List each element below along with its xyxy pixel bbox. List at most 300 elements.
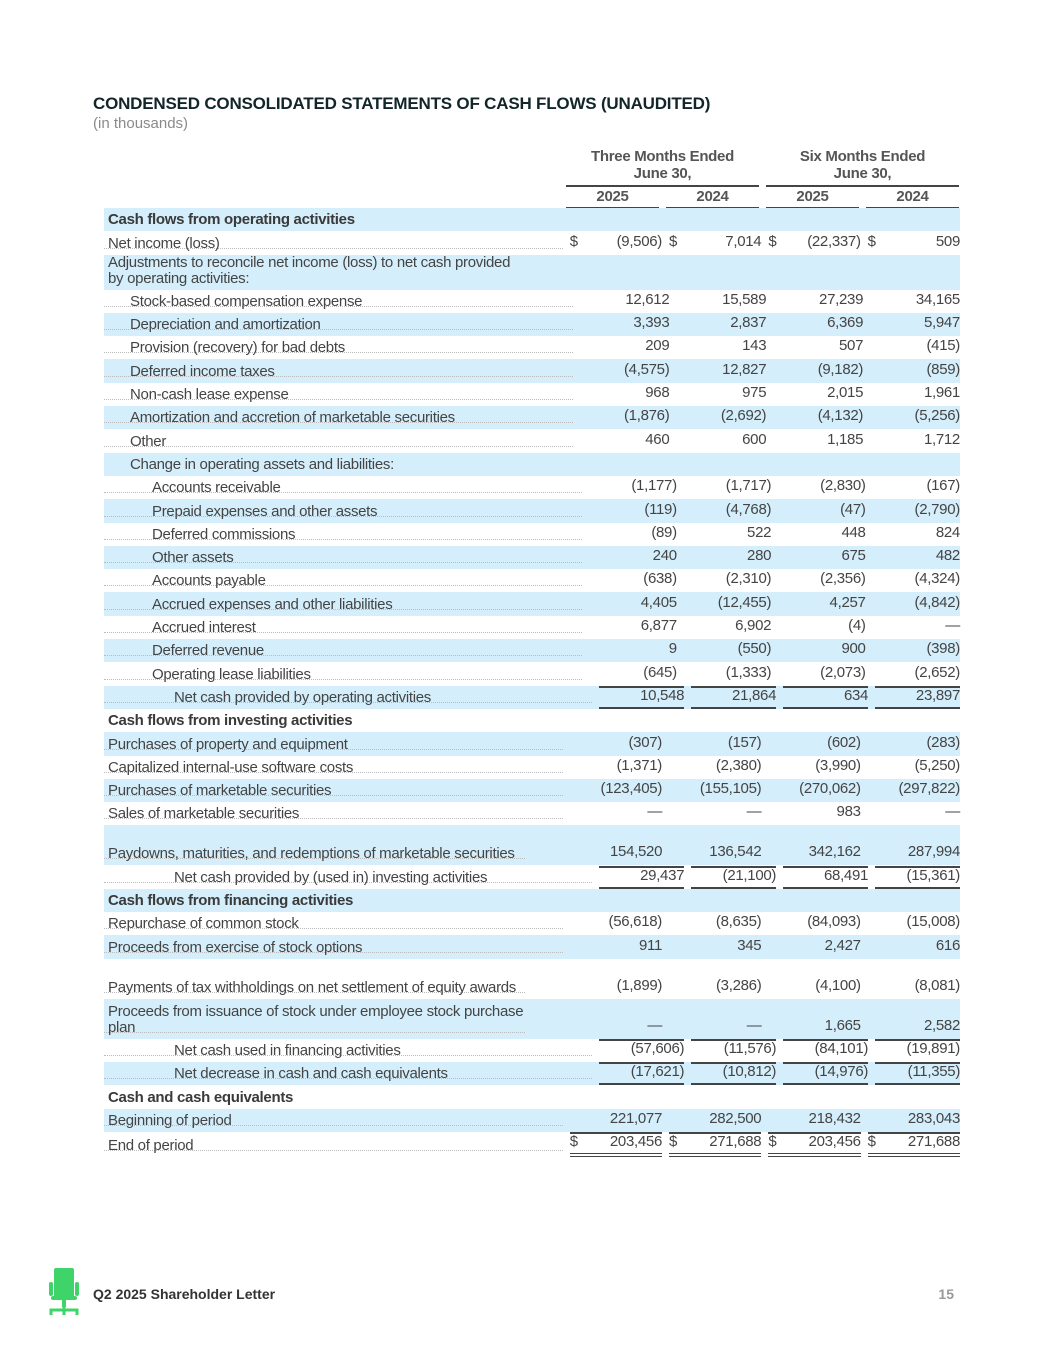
cell-value: (4) xyxy=(848,617,866,635)
cell-value: (1,177) xyxy=(631,477,677,495)
value-cell xyxy=(768,1016,860,1039)
cell-value: (4,842) xyxy=(914,593,960,611)
value-cell xyxy=(783,686,868,709)
value-cell xyxy=(870,430,960,453)
cell-value: (283) xyxy=(926,733,960,751)
row-label: Deferred commissions xyxy=(152,526,296,543)
value-cell xyxy=(570,756,662,779)
cell-value: (2,310) xyxy=(725,570,772,588)
cell-value: 7,014 xyxy=(725,232,762,250)
value-cell xyxy=(684,639,771,662)
value-cell xyxy=(589,663,676,686)
cell-value: (2,830) xyxy=(820,477,866,495)
value-cell xyxy=(778,569,865,592)
cell-value: 29,437 xyxy=(640,866,685,884)
value-cell xyxy=(691,866,776,889)
table-row xyxy=(104,935,960,958)
cell-value: — xyxy=(945,803,960,821)
row-label: Cash flows from investing activities xyxy=(108,713,353,730)
value-cell xyxy=(570,802,662,825)
value-cell xyxy=(778,546,865,569)
value-cell xyxy=(870,360,960,383)
value-cell xyxy=(684,616,771,639)
header-three-months: Three Months Ended June 30, xyxy=(566,148,759,187)
cell-value: (167) xyxy=(926,477,960,495)
currency-symbol: $ xyxy=(569,232,578,250)
row-label: Stock-based compensation expense xyxy=(130,293,363,310)
row-label: Net cash used in financing activities xyxy=(174,1042,401,1059)
cell-value: 975 xyxy=(742,384,767,402)
table-row xyxy=(104,359,960,382)
cell-value: (19,891) xyxy=(906,1039,961,1057)
cell-value: (10,812) xyxy=(722,1063,777,1081)
cell-value: 15,589 xyxy=(722,290,767,308)
value-cell xyxy=(873,616,960,639)
cell-value: 271,688 xyxy=(907,1132,960,1150)
value-cell xyxy=(873,500,960,523)
cell-value: (123,405) xyxy=(600,780,663,798)
table-row xyxy=(104,290,960,313)
value-cell xyxy=(669,1109,761,1132)
value-cell xyxy=(676,290,766,313)
value-cell xyxy=(691,1062,776,1085)
cell-value: (84,101) xyxy=(814,1039,869,1057)
section-header-row xyxy=(104,709,960,732)
cell-value: (1,899) xyxy=(616,976,663,994)
value-cell xyxy=(691,686,776,709)
cell-value: 10,548 xyxy=(640,686,685,704)
cell-value: (21,100) xyxy=(722,866,777,884)
value-cell xyxy=(773,290,863,313)
cell-value: (119) xyxy=(644,500,677,518)
value-cell xyxy=(580,360,670,383)
cell-value: 9 xyxy=(668,640,677,658)
currency-symbol: $ xyxy=(768,1132,777,1150)
value-cell xyxy=(669,976,761,999)
section-header-row xyxy=(104,208,960,231)
cell-value: 27,239 xyxy=(819,290,864,308)
cell-value: (9,182) xyxy=(817,360,864,378)
table-row xyxy=(104,406,960,429)
table-row xyxy=(104,1109,960,1132)
value-cell xyxy=(778,616,865,639)
value-cell xyxy=(768,733,860,756)
table-row xyxy=(104,912,960,935)
table-row xyxy=(104,1039,960,1062)
table-row xyxy=(104,639,960,662)
value-cell xyxy=(768,842,860,865)
cell-value: 482 xyxy=(935,547,960,565)
cell-value: — xyxy=(647,803,663,821)
cell-value: (89) xyxy=(651,523,677,541)
table-row xyxy=(104,453,960,476)
cell-value: (15,008) xyxy=(906,913,960,931)
cell-value: (645) xyxy=(643,663,677,681)
cell-value: (4,575) xyxy=(623,360,670,378)
value-cell xyxy=(580,406,670,429)
value-cell xyxy=(684,593,771,616)
cell-value: (4,324) xyxy=(914,570,960,588)
table-row xyxy=(104,569,960,592)
cell-value: (415) xyxy=(926,337,960,355)
table-row xyxy=(104,592,960,615)
table-row xyxy=(104,686,960,709)
value-cell xyxy=(768,1109,860,1132)
value-cell xyxy=(570,1109,662,1132)
row-label: Paydowns, maturities, and redemptions of marketable securities xyxy=(108,846,515,863)
value-cell xyxy=(669,1016,761,1039)
row-label: Accounts receivable xyxy=(152,480,281,497)
cell-value: (550) xyxy=(737,640,772,658)
table-row xyxy=(104,546,960,569)
row-label: Repurchase of common stock xyxy=(108,916,299,933)
table-row xyxy=(104,1132,960,1157)
row-label: Purchases of property and equipment xyxy=(108,736,348,753)
cell-value: 280 xyxy=(747,547,772,565)
cell-value: 634 xyxy=(843,686,869,704)
cell-value: 271,688 xyxy=(709,1132,762,1150)
cell-value: 12,612 xyxy=(625,290,670,308)
cell-value: (4,132) xyxy=(817,407,864,425)
value-cell xyxy=(773,430,863,453)
row-label: Adjustments to reconcile net income (loss) to net cash provided by operating activities: xyxy=(108,254,511,287)
value-cell xyxy=(676,313,766,336)
value-cell xyxy=(669,842,761,865)
cell-value: (1,333) xyxy=(725,663,772,681)
cell-value: 1,665 xyxy=(824,1016,861,1034)
header-year: 2025 xyxy=(566,188,659,209)
cell-value: 1,185 xyxy=(827,430,864,448)
cash-flow-table xyxy=(104,146,960,1157)
value-cell xyxy=(684,476,771,499)
row-label: Other xyxy=(130,433,167,450)
table-row xyxy=(104,336,960,359)
currency-symbol: $ xyxy=(867,1132,876,1150)
cell-value: 203,456 xyxy=(609,1132,663,1150)
table-row xyxy=(104,499,960,522)
row-label: Depreciation and amortization xyxy=(130,317,321,334)
row-label: End of period xyxy=(108,1137,194,1154)
cell-value: 21,864 xyxy=(732,686,777,704)
value-cell xyxy=(676,360,766,383)
value-cell xyxy=(669,802,761,825)
value-cell xyxy=(773,336,863,359)
cell-value: (297,822) xyxy=(898,780,960,798)
row-label: Sales of marketable securities xyxy=(108,806,300,823)
cell-value: (638) xyxy=(643,570,677,588)
cell-value: 616 xyxy=(935,936,960,954)
table-row xyxy=(104,231,960,254)
statement-title: CONDENSED CONSOLIDATED STATEMENTS OF CASH FLOWS (UNAUDITED) xyxy=(93,94,711,113)
cell-value: 600 xyxy=(742,430,767,448)
cell-value: 240 xyxy=(652,547,677,565)
value-cell xyxy=(773,313,863,336)
cell-value: 6,369 xyxy=(827,314,864,332)
value-cell xyxy=(580,383,670,406)
row-label: Capitalized internal-use software costs xyxy=(108,759,354,776)
cell-value: 203,456 xyxy=(808,1132,861,1150)
row-label: Prepaid expenses and other assets xyxy=(152,503,378,520)
value-cell xyxy=(870,383,960,406)
cell-value: 507 xyxy=(838,337,864,355)
cell-value: 143 xyxy=(742,337,767,355)
cell-value: 209 xyxy=(645,337,670,355)
table-row xyxy=(104,865,960,888)
table-row xyxy=(104,1062,960,1085)
cell-value: 2,427 xyxy=(824,936,861,954)
cell-value: 2,837 xyxy=(730,314,767,332)
cell-value: (1,876) xyxy=(623,407,670,425)
value-cell xyxy=(669,232,761,255)
row-label: Deferred income taxes xyxy=(130,363,275,380)
value-cell xyxy=(669,912,761,935)
table-row xyxy=(104,999,960,1039)
value-cell xyxy=(570,936,662,959)
row-label: Payments of tax withholdings on net settlement of equity awards xyxy=(108,979,517,996)
cell-value: (4,768) xyxy=(725,500,772,518)
row-label: Accrued interest xyxy=(152,620,256,637)
cell-value: (602) xyxy=(827,733,861,751)
value-cell xyxy=(599,1039,684,1062)
cell-value: (2,790) xyxy=(914,500,960,518)
row-label: Operating lease liabilities xyxy=(152,666,311,683)
table-row xyxy=(104,383,960,406)
value-cell xyxy=(676,383,766,406)
value-cell xyxy=(868,936,960,959)
value-cell xyxy=(873,546,960,569)
value-cell xyxy=(875,866,960,889)
cell-value: 345 xyxy=(737,936,762,954)
cell-value: (2,380) xyxy=(715,756,762,774)
value-cell xyxy=(778,523,865,546)
value-cell xyxy=(669,756,761,779)
cell-value: (17,621) xyxy=(630,1063,685,1081)
cell-value: 68,491 xyxy=(823,866,869,884)
table-body xyxy=(104,208,960,1157)
row-label: Change in operating assets and liabilities: xyxy=(130,456,394,473)
cell-value: 1,961 xyxy=(923,384,960,402)
cell-value: 136,542 xyxy=(709,843,762,861)
value-cell xyxy=(669,779,761,802)
currency-symbol: $ xyxy=(569,1132,578,1150)
value-cell xyxy=(873,639,960,662)
value-cell xyxy=(691,1039,776,1062)
value-cell xyxy=(768,756,860,779)
value-cell xyxy=(589,523,676,546)
cell-value: (11,576) xyxy=(723,1039,777,1057)
value-cell xyxy=(868,976,960,999)
row-label: Other assets xyxy=(152,550,234,567)
cell-value: (859) xyxy=(926,360,960,378)
value-cell xyxy=(773,406,863,429)
value-cell xyxy=(778,639,865,662)
cell-value: 23,897 xyxy=(915,686,961,704)
cell-value: (56,618) xyxy=(608,913,663,931)
cell-value: (12,455) xyxy=(717,593,772,611)
cell-value: 509 xyxy=(935,232,960,250)
table-row xyxy=(104,313,960,336)
section-header-row xyxy=(104,889,960,912)
cell-value: (9,506) xyxy=(616,232,663,250)
value-cell xyxy=(684,663,771,686)
cell-value: (4,100) xyxy=(815,976,861,994)
cell-value: 522 xyxy=(747,523,772,541)
cell-value: (2,073) xyxy=(820,663,866,681)
cell-value: 6,902 xyxy=(735,617,772,635)
cell-value: (8,081) xyxy=(914,976,960,994)
row-label: Accounts payable xyxy=(152,573,266,590)
value-cell xyxy=(684,546,771,569)
cell-value: — xyxy=(945,617,960,635)
value-cell xyxy=(676,430,766,453)
cell-value: (57,606) xyxy=(630,1039,685,1057)
value-cell xyxy=(868,912,960,935)
cell-value: 6,877 xyxy=(640,617,677,635)
cell-value: 34,165 xyxy=(915,290,960,308)
row-label: Net cash provided by (used in) investing activities xyxy=(174,869,488,886)
value-cell xyxy=(870,313,960,336)
value-cell xyxy=(580,336,670,359)
value-cell xyxy=(580,313,670,336)
row-label: Cash flows from operating activities xyxy=(108,212,355,229)
section-header-row xyxy=(104,1085,960,1108)
cell-value: — xyxy=(746,803,762,821)
table-header xyxy=(104,146,960,208)
value-cell xyxy=(868,733,960,756)
value-cell xyxy=(768,936,860,959)
value-cell xyxy=(868,802,960,825)
currency-symbol: $ xyxy=(867,232,876,250)
value-cell xyxy=(875,686,960,709)
value-cell xyxy=(570,232,662,255)
value-cell xyxy=(778,663,865,686)
value-cell xyxy=(783,1039,868,1062)
value-cell xyxy=(570,1016,662,1039)
statement-subtitle: (in thousands) xyxy=(93,115,189,132)
value-cell xyxy=(873,569,960,592)
value-cell xyxy=(778,476,865,499)
cell-value: (8,635) xyxy=(715,913,762,931)
value-cell xyxy=(773,360,863,383)
cell-value: — xyxy=(647,1016,663,1034)
table-row xyxy=(104,959,960,999)
value-cell xyxy=(870,336,960,359)
cell-value: (84,093) xyxy=(807,913,861,931)
page-number: 15 xyxy=(938,1286,954,1302)
cell-value: (22,337) xyxy=(807,232,861,250)
value-cell xyxy=(768,802,860,825)
table-row xyxy=(104,616,960,639)
header-year: 2024 xyxy=(666,188,759,209)
cell-value: 12,827 xyxy=(722,360,767,378)
table-row xyxy=(104,825,960,865)
cell-value: 900 xyxy=(841,640,866,658)
value-cell xyxy=(570,842,662,865)
table-row xyxy=(104,802,960,825)
row-label: Proceeds from issuance of stock under employee stock purchase plan xyxy=(108,1003,524,1036)
cell-value: (2,692) xyxy=(720,407,767,425)
value-cell xyxy=(589,476,676,499)
value-cell xyxy=(570,1132,662,1157)
cell-value: 983 xyxy=(836,803,861,821)
row-label: Net cash provided by operating activities xyxy=(174,689,432,706)
value-cell xyxy=(589,639,676,662)
value-cell xyxy=(589,500,676,523)
value-cell xyxy=(768,976,860,999)
value-cell xyxy=(870,290,960,313)
cell-value: 2,582 xyxy=(923,1016,960,1034)
value-cell xyxy=(768,232,860,255)
value-cell xyxy=(676,406,766,429)
cell-value: 968 xyxy=(645,384,670,402)
value-cell xyxy=(870,406,960,429)
cell-value: (2,652) xyxy=(914,663,960,681)
cell-value: 2,015 xyxy=(827,384,864,402)
cell-value: 1,712 xyxy=(923,430,960,448)
value-cell xyxy=(873,593,960,616)
table-row xyxy=(104,523,960,546)
value-cell xyxy=(873,523,960,546)
currency-symbol: $ xyxy=(768,232,777,250)
value-cell xyxy=(589,569,676,592)
value-cell xyxy=(875,1062,960,1085)
cell-value: (2,356) xyxy=(820,570,866,588)
value-cell xyxy=(676,336,766,359)
value-cell xyxy=(580,290,670,313)
value-cell xyxy=(669,936,761,959)
cell-value: (14,976) xyxy=(814,1063,869,1081)
value-cell xyxy=(773,383,863,406)
cell-value: (398) xyxy=(926,640,960,658)
value-cell xyxy=(580,430,670,453)
value-cell xyxy=(778,500,865,523)
cell-value: (1,717) xyxy=(725,477,772,495)
value-cell xyxy=(778,593,865,616)
cell-value: 5,947 xyxy=(923,314,960,332)
row-label: Proceeds from exercise of stock options xyxy=(108,939,363,956)
value-cell xyxy=(570,733,662,756)
header-year: 2024 xyxy=(866,188,959,209)
cell-value: 448 xyxy=(841,523,866,541)
value-cell xyxy=(868,756,960,779)
value-cell xyxy=(570,912,662,935)
value-cell xyxy=(684,569,771,592)
table-row xyxy=(104,476,960,499)
header-six-months: Six Months Ended June 30, xyxy=(766,148,959,187)
value-cell xyxy=(669,733,761,756)
value-cell xyxy=(669,1132,761,1157)
cell-value: (155,105) xyxy=(699,780,762,798)
value-cell xyxy=(589,546,676,569)
cell-value: (157) xyxy=(727,733,762,751)
row-label: Net decrease in cash and cash equivalents xyxy=(174,1066,448,1083)
value-cell xyxy=(783,1062,868,1085)
value-cell xyxy=(768,779,860,802)
cell-value: 282,500 xyxy=(709,1109,762,1127)
value-cell xyxy=(684,500,771,523)
footer-title: Q2 2025 Shareholder Letter xyxy=(93,1286,276,1302)
cell-value: 4,405 xyxy=(640,593,677,611)
cell-value: 283,043 xyxy=(907,1109,960,1127)
cell-value: 221,077 xyxy=(609,1109,663,1127)
cell-value: (11,355) xyxy=(907,1063,961,1081)
table-row xyxy=(104,779,960,802)
cell-value: 342,162 xyxy=(808,843,861,861)
row-label: Provision (recovery) for bad debts xyxy=(130,340,345,357)
value-cell xyxy=(768,1132,860,1157)
currency-symbol: $ xyxy=(669,232,678,250)
value-cell xyxy=(599,686,684,709)
